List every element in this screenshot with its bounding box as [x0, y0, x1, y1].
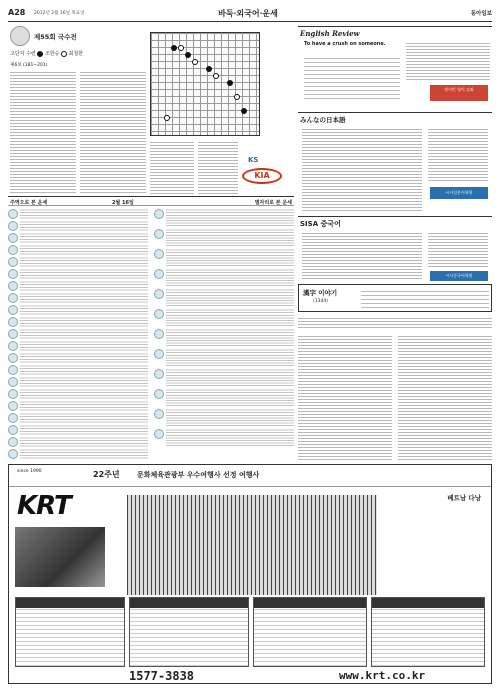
white-stone — [234, 94, 240, 100]
ad-panel-title — [16, 598, 124, 608]
horoscope-row — [154, 328, 294, 347]
horoscope-row — [8, 232, 148, 243]
english-badge: 원어민 영어 강좌 — [430, 85, 488, 101]
horoscope-text — [166, 348, 294, 367]
zodiac-icon — [8, 449, 18, 459]
zodiac-icon — [8, 389, 18, 399]
horoscope-text — [166, 408, 294, 427]
zodiac-icon — [8, 329, 18, 339]
zodiac-icon — [8, 413, 18, 423]
zodiac-icon — [8, 269, 18, 279]
horoscope-text — [20, 388, 148, 399]
ad-panel-title — [130, 598, 248, 608]
ad-photo — [15, 527, 105, 587]
white-stone-icon — [61, 51, 67, 57]
hanja-number: (1344) — [313, 299, 328, 304]
zodiac-icon — [8, 281, 18, 291]
zodiac-icon — [8, 365, 18, 375]
japanese-badge: 시사일본어학원 — [430, 187, 488, 199]
baduk-commentary-col4 — [198, 140, 238, 194]
horoscope-row — [8, 448, 148, 459]
horoscope-header — [8, 196, 294, 206]
horoscope-row — [154, 428, 294, 447]
horoscope-text — [20, 352, 148, 363]
zodiac-icon — [8, 353, 18, 363]
horoscope-row — [8, 304, 148, 315]
ad-panel-title — [372, 598, 484, 608]
horoscope-text — [20, 208, 148, 219]
horoscope-text — [166, 228, 294, 247]
baduk-commentary-col2 — [80, 70, 146, 194]
section-title: 바둑·외국어·운세 — [218, 8, 278, 18]
hanja-story — [298, 284, 492, 460]
japanese-notes — [428, 127, 488, 183]
zodiac-icon — [8, 209, 18, 219]
zodiac-icon — [8, 425, 18, 435]
horoscope-text — [166, 208, 294, 227]
horoscope-text — [166, 268, 294, 287]
horoscope-text — [166, 288, 294, 307]
horoscope-text — [166, 368, 294, 387]
english-review — [298, 26, 492, 110]
horoscope-text — [20, 244, 148, 255]
kia-logo: KIA — [242, 168, 282, 184]
zodiac-icon — [8, 341, 18, 351]
zodiac-icon — [8, 377, 18, 387]
horoscope-text — [166, 388, 294, 407]
sisa-body — [302, 231, 422, 279]
sisa-title: SISA 중국어 — [300, 220, 341, 228]
zodiac-icon — [8, 305, 18, 315]
horoscope-text — [20, 232, 148, 243]
ad-website[interactable]: www.krt.co.kr — [339, 669, 426, 682]
horoscope-right-title: 별자리로 본 운세 — [254, 200, 292, 206]
horoscope-text — [20, 424, 148, 435]
horoscope-row — [154, 308, 294, 327]
horoscope-row — [8, 364, 148, 375]
horoscope-text — [166, 428, 294, 447]
horoscope-row — [8, 424, 148, 435]
horoscope-text — [20, 304, 148, 315]
hanja-title: 漢字 이야기 — [303, 289, 338, 297]
horoscope-text — [20, 448, 148, 459]
baduk-logo-icon — [10, 26, 30, 46]
horoscope-row — [8, 328, 148, 339]
horoscope-text — [20, 376, 148, 387]
black-stone — [206, 66, 212, 72]
ad-header — [9, 465, 492, 487]
horoscope-row — [154, 348, 294, 367]
horoscope-row — [8, 340, 148, 351]
horoscope-text — [20, 292, 148, 303]
horoscope-row — [154, 268, 294, 287]
hanja-idiom — [361, 288, 489, 310]
horoscope-text — [20, 316, 148, 327]
zodiac-icon — [154, 229, 164, 239]
horoscope-row — [8, 412, 148, 423]
ad-panel-4 — [371, 597, 485, 667]
ks-logo: KS — [248, 156, 259, 164]
white-player: 최철한 — [68, 51, 84, 57]
horoscope-text — [20, 436, 148, 447]
horoscope-row — [8, 268, 148, 279]
horoscope-text — [20, 268, 148, 279]
horoscope-row — [8, 280, 148, 291]
zodiac-icon — [154, 289, 164, 299]
sisa-badge: 시사중국어학원 — [430, 271, 488, 281]
match-label: 고단자 수련 — [10, 51, 36, 57]
baduk-commentary-col3 — [150, 140, 194, 194]
hanja-lead — [298, 316, 492, 330]
horoscope-row — [154, 388, 294, 407]
zodiac-icon — [8, 257, 18, 267]
newspaper-name: 동아일보 — [470, 11, 492, 17]
baduk-match — [10, 50, 83, 57]
hanja-body-col1 — [298, 334, 392, 460]
horoscope-row — [8, 256, 148, 267]
go-board — [150, 32, 260, 136]
horoscope-row — [154, 248, 294, 267]
zodiac-icon — [8, 221, 18, 231]
horoscope-date: 2월 16일 — [112, 200, 134, 206]
horoscope-row — [8, 220, 148, 231]
horoscope-section — [8, 196, 294, 460]
english-examples — [304, 55, 400, 99]
ad-airline-banner — [127, 495, 377, 595]
black-stone — [185, 52, 191, 58]
zodiac-icon — [8, 401, 18, 411]
horoscope-text — [20, 328, 148, 339]
ad-anniversary: 22주년 — [93, 470, 120, 479]
horoscope-text — [20, 280, 148, 291]
zodiac-icon — [154, 389, 164, 399]
publication-date: 2012년 2월 16일 목요일 — [34, 11, 85, 16]
ad-panel-1 — [15, 597, 125, 667]
horoscope-row — [154, 208, 294, 227]
zodiac-icon — [154, 369, 164, 379]
hanja-body-col2 — [398, 334, 492, 460]
japanese-lesson — [298, 112, 492, 214]
black-stone — [227, 80, 233, 86]
ad-panel-title — [254, 598, 366, 608]
page-number: A28 — [8, 8, 26, 17]
white-stone — [178, 45, 184, 51]
zodiac-icon — [8, 317, 18, 327]
english-headline: To have a crush on someone. — [304, 41, 386, 47]
masthead — [8, 8, 492, 22]
japanese-body — [302, 127, 422, 211]
zodiac-icon — [154, 349, 164, 359]
ad-panel-3 — [253, 597, 367, 667]
zodiac-icon — [8, 233, 18, 243]
zodiac-icon — [154, 429, 164, 439]
horoscope-text — [20, 220, 148, 231]
zodiac-icon — [154, 409, 164, 419]
horoscope-row — [154, 228, 294, 247]
baduk-commentary-col1 — [10, 70, 76, 194]
horoscope-row — [8, 436, 148, 447]
horoscope-text — [166, 248, 294, 267]
horoscope-text — [166, 308, 294, 327]
white-stone — [164, 115, 170, 121]
horoscope-row — [8, 376, 148, 387]
baduk-title: 제55회 국수전 — [34, 32, 77, 41]
horoscope-row — [8, 400, 148, 411]
english-exercise — [406, 41, 490, 81]
horoscope-text — [20, 364, 148, 375]
horoscope-row — [154, 408, 294, 427]
zodiac-icon — [154, 329, 164, 339]
hanja-header — [298, 284, 492, 312]
horoscope-text — [166, 328, 294, 347]
move-label: 제6보 (181~201) — [10, 63, 48, 68]
horoscope-text — [20, 400, 148, 411]
ad-ministry: 문화체육관광부 우수여행사 선정 여행사 — [137, 471, 260, 479]
horoscope-row — [8, 316, 148, 327]
black-stone — [171, 45, 177, 51]
white-stone — [213, 73, 219, 79]
baduk-column — [8, 26, 292, 194]
horoscope-text — [20, 412, 148, 423]
krt-logo: KRT — [17, 491, 71, 521]
english-title: English Review — [300, 29, 360, 38]
black-stone-icon — [37, 51, 43, 57]
horoscope-row — [8, 292, 148, 303]
horoscope-left-title: 주역으로 본 운세 — [10, 200, 48, 206]
baduk-header — [10, 26, 77, 46]
horoscope-row — [8, 244, 148, 255]
horoscope-row — [8, 388, 148, 399]
japanese-title: みんなの日本語 — [300, 116, 346, 124]
black-player: 조한승 — [44, 51, 60, 57]
sisa-notes — [428, 231, 488, 267]
ad-since: since 1990 — [17, 469, 42, 474]
zodiac-icon — [8, 437, 18, 447]
horoscope-row — [154, 288, 294, 307]
horoscope-row — [154, 368, 294, 387]
horoscope-text — [20, 256, 148, 267]
horoscope-row — [8, 208, 148, 219]
ad-panel-2 — [129, 597, 249, 667]
horoscope-text — [20, 340, 148, 351]
zodiac-icon — [154, 209, 164, 219]
ad-phone[interactable]: 1577-3838 — [129, 669, 195, 683]
zodiac-icon — [154, 269, 164, 279]
sisa-chinese — [298, 216, 492, 280]
white-stone — [192, 59, 198, 65]
zodiac-icon — [154, 309, 164, 319]
sponsor-logos — [242, 156, 288, 186]
travel-advertisement — [8, 464, 492, 684]
black-stone — [241, 108, 247, 114]
zodiac-icon — [8, 245, 18, 255]
horoscope-row — [8, 352, 148, 363]
zodiac-icon — [8, 293, 18, 303]
ad-destination: 베트남 다낭 — [447, 494, 481, 502]
zodiac-icon — [154, 249, 164, 259]
